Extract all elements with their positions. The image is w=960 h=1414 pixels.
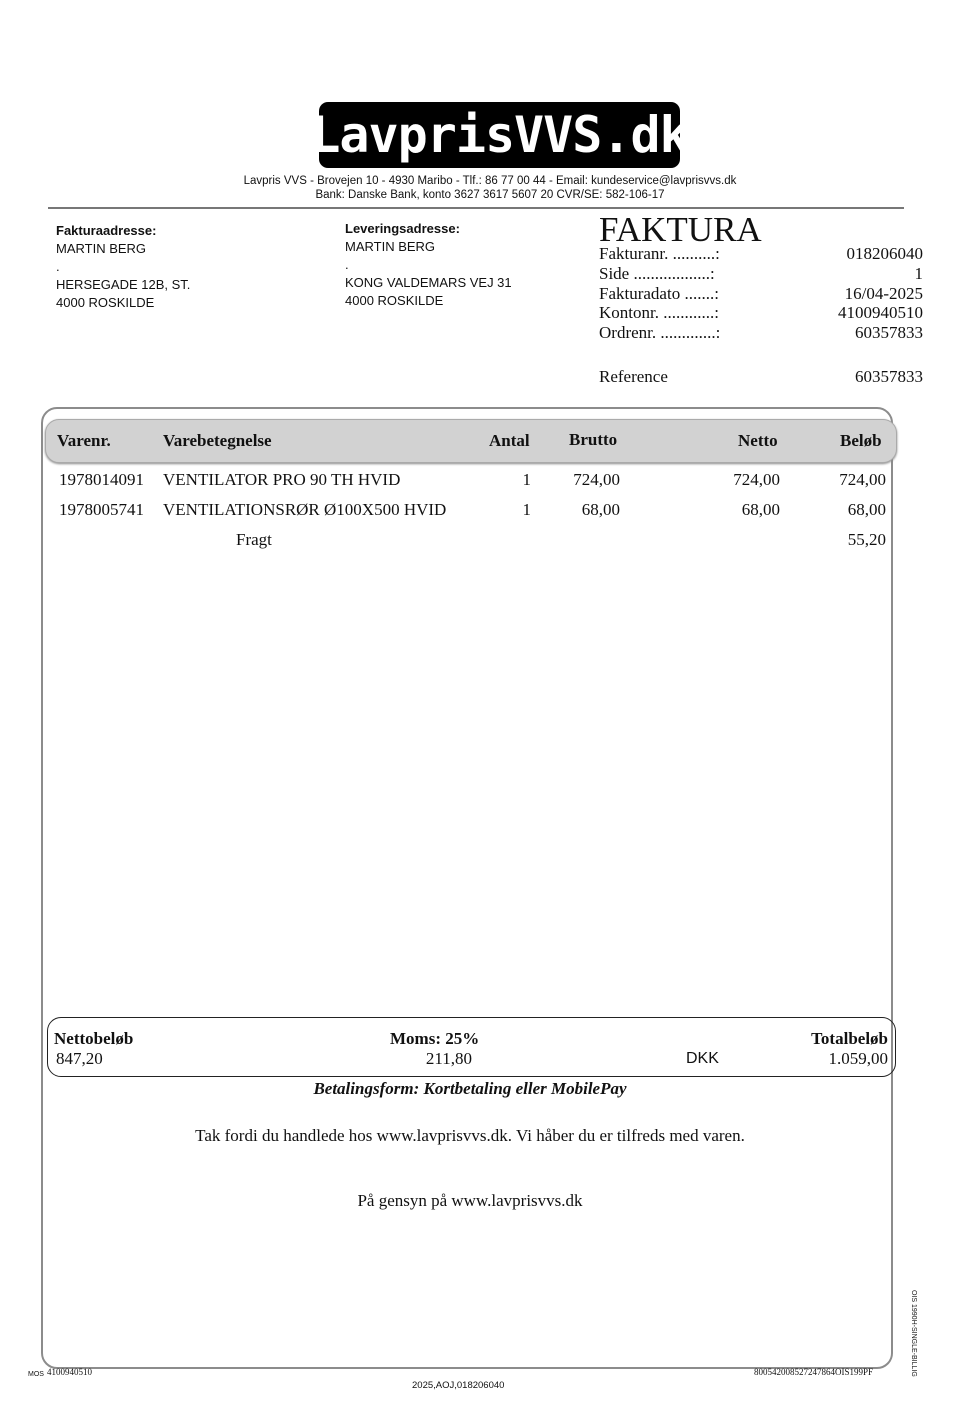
total-amount-value: 1.059,00: [828, 1049, 888, 1068]
mos-label: MOS: [28, 1371, 44, 1378]
column-header-varebetegnelse: Varebetegnelse: [163, 431, 272, 450]
form-code-vertical: OIS 1990H-SINGLE-BILLIG: [910, 1290, 917, 1377]
invoice-date-row: [599, 284, 923, 304]
vat-value: 211,80: [425, 1049, 472, 1068]
account-number-row: [599, 303, 923, 323]
document-code: 2025,AOJ,018206040: [412, 1380, 505, 1391]
row-varenr: 1978014091: [59, 470, 144, 489]
header-divider: [48, 207, 904, 209]
invoice-title: FAKTURA: [599, 210, 762, 249]
invoice-number-row: [599, 244, 923, 264]
reference-label: Reference: [599, 367, 668, 386]
vat-label: Moms: 25%: [390, 1029, 480, 1048]
row-quantity: 1: [522, 470, 531, 489]
total-amount-label: Totalbeløb: [811, 1029, 888, 1048]
table-row: [0, 470, 960, 492]
currency-label: DKK: [686, 1050, 719, 1067]
net-amount-label: Nettobeløb: [54, 1029, 134, 1048]
net-amount-value: 847,20: [56, 1049, 103, 1068]
order-number-label: Ordrenr. .............:: [599, 323, 721, 342]
row-amount: 724,00: [839, 470, 886, 489]
delivery-city: 4000 ROSKILDE: [345, 293, 444, 308]
payment-method: Betalingsform: Kortbetaling eller MobilePay: [313, 1079, 627, 1098]
goodbye-message: På gensyn på www.lavprisvvs.dk: [357, 1191, 583, 1210]
row-amount: 68,00: [847, 500, 886, 519]
barcode-text: 800542008527247864OIS199PF: [754, 1367, 874, 1377]
row-netto: 724,00: [733, 470, 780, 489]
billing-name: MARTIN BERG: [56, 241, 147, 256]
invoice-number-label: Fakturanr. ..........:: [599, 244, 720, 263]
page-number-label: Side ..................:: [599, 264, 715, 283]
billing-line2: .: [56, 259, 60, 274]
table-row: [0, 500, 960, 522]
thank-you-message: Tak fordi du handlede hos www.lavprisvvs.dk. Vi håber du er tilfreds med varen.: [195, 1126, 745, 1145]
page-number-value: 1: [914, 264, 923, 283]
account-number-label: Kontonr. ............:: [599, 303, 719, 322]
reference-row: [599, 367, 923, 387]
billing-city: 4000 ROSKILDE: [56, 295, 155, 310]
billing-address-label: Fakturaadresse:: [56, 223, 157, 238]
row-quantity: 1: [522, 500, 531, 519]
company-contact-line: Lavpris VVS - Brovejen 10 - 4930 Maribo - Tlf.: 86 77 00 44 - Email: kundeservice@lavprisvvs.dk: [243, 175, 737, 187]
row-brutto: 724,00: [573, 470, 620, 489]
delivery-street: KONG VALDEMARS VEJ 31: [345, 275, 512, 290]
row-brutto: 68,00: [581, 500, 620, 519]
invoice-date-label: Fakturadato .......:: [599, 284, 719, 303]
column-header-antal: Antal: [489, 431, 530, 450]
invoice-date-value: 16/04-2025: [844, 284, 923, 303]
column-header-netto: Netto: [738, 431, 778, 450]
freight-label: Fragt: [236, 530, 272, 549]
reference-value: 60357833: [855, 367, 923, 386]
company-bank-line: Bank: Danske Bank, konto 3627 3617 5607 20 CVR/SE: 582-106-17: [315, 189, 665, 201]
column-header-brutto: Brutto: [569, 430, 618, 449]
invoice-number-value: 018206040: [846, 244, 923, 263]
delivery-name: MARTIN BERG: [345, 239, 436, 254]
page-number-row: [599, 264, 923, 284]
row-varenr: 1978005741: [59, 500, 144, 519]
freight-row: [0, 530, 960, 552]
row-description: VENTILATIONSRØR Ø100X500 HVID: [163, 500, 447, 519]
billing-address: [56, 222, 190, 312]
row-description: VENTILATOR PRO 90 TH HVID: [163, 470, 401, 489]
order-number-value: 60357833: [855, 323, 923, 342]
company-logo: LavprisVVS.dk: [319, 102, 680, 168]
column-header-varenr: Varenr.: [57, 431, 111, 450]
account-number-small: 4100940510: [47, 1367, 92, 1377]
order-number-row: [599, 323, 923, 343]
column-header-belob: Beløb: [840, 431, 882, 450]
row-netto: 68,00: [741, 500, 780, 519]
account-number-value: 4100940510: [838, 303, 923, 322]
delivery-address-label: Leveringsadresse:: [345, 221, 460, 236]
freight-amount: 55,20: [847, 530, 886, 549]
delivery-address: [345, 220, 512, 310]
billing-street: HERSEGADE 12B, ST.: [56, 277, 191, 292]
delivery-line2: .: [345, 257, 349, 272]
